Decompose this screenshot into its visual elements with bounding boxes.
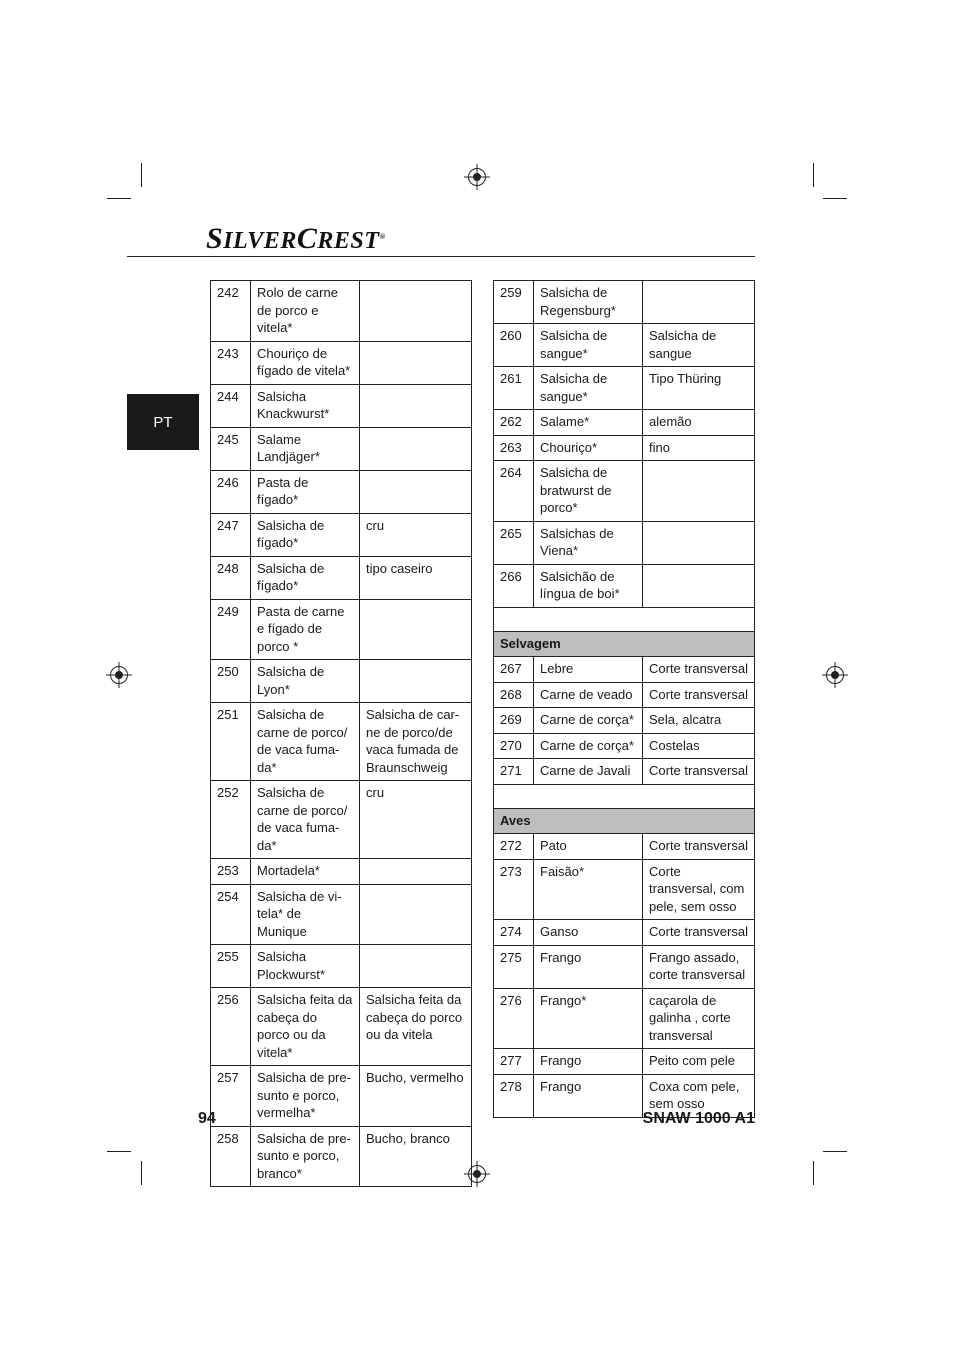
crop-mark bbox=[813, 1161, 814, 1185]
item-note: Frango assado, corte transversal bbox=[643, 945, 755, 988]
item-note bbox=[360, 384, 472, 427]
table-row bbox=[211, 884, 472, 945]
spacer-cell bbox=[494, 784, 755, 808]
item-number: 251 bbox=[211, 703, 251, 781]
item-note: tipo caseiro bbox=[360, 556, 472, 599]
item-number: 268 bbox=[494, 682, 534, 708]
item-name: Carne de veado bbox=[534, 682, 643, 708]
crop-mark bbox=[141, 1161, 142, 1185]
item-number: 252 bbox=[211, 781, 251, 859]
crop-mark bbox=[823, 198, 847, 199]
table-row bbox=[494, 367, 755, 410]
item-name: Salsicha de pre-sunto e porco, vermelha* bbox=[251, 1066, 360, 1127]
item-note bbox=[643, 564, 755, 607]
item-number: 245 bbox=[211, 427, 251, 470]
page-number: 94 bbox=[198, 1110, 216, 1127]
item-name: Lebre bbox=[534, 657, 643, 683]
table-row bbox=[494, 1049, 755, 1075]
item-name: Pato bbox=[534, 834, 643, 860]
item-number: 274 bbox=[494, 920, 534, 946]
table-row bbox=[494, 324, 755, 367]
item-number: 269 bbox=[494, 708, 534, 734]
item-note: Corte transversal bbox=[643, 657, 755, 683]
item-number: 248 bbox=[211, 556, 251, 599]
item-note: Costelas bbox=[643, 733, 755, 759]
item-number: 270 bbox=[494, 733, 534, 759]
food-table-right bbox=[493, 280, 755, 1118]
item-note bbox=[360, 599, 472, 660]
item-number: 276 bbox=[494, 988, 534, 1049]
item-name: Salsicha de carne de porco/ de vaca fuma-da* bbox=[251, 781, 360, 859]
item-number: 249 bbox=[211, 599, 251, 660]
item-note bbox=[360, 427, 472, 470]
item-number: 275 bbox=[494, 945, 534, 988]
item-note bbox=[360, 945, 472, 988]
crop-mark bbox=[813, 163, 814, 187]
item-note: Coxa com pele, sem osso bbox=[643, 1074, 755, 1117]
item-name: Salsicha de sangue* bbox=[534, 324, 643, 367]
crop-mark bbox=[141, 163, 142, 187]
item-name: Salame Landjäger* bbox=[251, 427, 360, 470]
table-row bbox=[211, 988, 472, 1066]
item-number: 255 bbox=[211, 945, 251, 988]
table-row bbox=[211, 513, 472, 556]
table-row bbox=[211, 470, 472, 513]
item-number: 266 bbox=[494, 564, 534, 607]
item-note: Corte transversal bbox=[643, 682, 755, 708]
item-name: Salsicha de fígado* bbox=[251, 556, 360, 599]
item-name: Pasta de fígado* bbox=[251, 470, 360, 513]
spacer-row bbox=[494, 784, 755, 808]
item-name: Salsicha feita da cabeça do porco ou da vitela* bbox=[251, 988, 360, 1066]
registration-mark-icon bbox=[826, 666, 844, 684]
item-note bbox=[643, 281, 755, 324]
silvercrest-logo: SILVERCREST® bbox=[206, 222, 386, 255]
item-name: Mortadela* bbox=[251, 859, 360, 885]
item-note bbox=[643, 461, 755, 522]
item-note: Corte transversal, com pele, sem osso bbox=[643, 859, 755, 920]
table-row bbox=[494, 920, 755, 946]
section-heading-wild: Selvagem bbox=[494, 631, 755, 657]
item-name: Carne de corça* bbox=[534, 708, 643, 734]
table-row bbox=[494, 988, 755, 1049]
item-note: Salsicha feita da cabeça do porco ou da vitela bbox=[360, 988, 472, 1066]
item-name: Salsicha Knackwurst* bbox=[251, 384, 360, 427]
table-row bbox=[494, 657, 755, 683]
spacer-row bbox=[494, 607, 755, 631]
food-table-left bbox=[210, 280, 472, 1187]
item-number: 242 bbox=[211, 281, 251, 342]
item-note: Salsicha de sangue bbox=[643, 324, 755, 367]
item-number: 260 bbox=[494, 324, 534, 367]
model-name: SNAW 1000 A1 bbox=[642, 1110, 755, 1127]
item-number: 246 bbox=[211, 470, 251, 513]
item-number: 265 bbox=[494, 521, 534, 564]
item-number: 272 bbox=[494, 834, 534, 860]
table-row bbox=[211, 945, 472, 988]
item-name: Salsicha de fígado* bbox=[251, 513, 360, 556]
item-name: Chouriço de fígado de vitela* bbox=[251, 341, 360, 384]
section-row bbox=[494, 808, 755, 834]
table-row bbox=[494, 733, 755, 759]
table-row bbox=[494, 281, 755, 324]
item-name: Carne de Javali bbox=[534, 759, 643, 785]
item-name: Salsicha Plockwurst* bbox=[251, 945, 360, 988]
item-number: 254 bbox=[211, 884, 251, 945]
registration-mark-icon bbox=[110, 666, 128, 684]
table-row bbox=[211, 859, 472, 885]
table-row bbox=[211, 781, 472, 859]
header-rule bbox=[127, 256, 755, 257]
item-note: caçarola de galinha , corte transversal bbox=[643, 988, 755, 1049]
item-note bbox=[643, 521, 755, 564]
item-number: 256 bbox=[211, 988, 251, 1066]
item-name: Salsicha de carne de porco/ de vaca fuma-da* bbox=[251, 703, 360, 781]
item-note bbox=[360, 859, 472, 885]
table-row bbox=[211, 281, 472, 342]
item-note: fino bbox=[643, 435, 755, 461]
item-note: cru bbox=[360, 513, 472, 556]
item-note: Corte transversal bbox=[643, 920, 755, 946]
crop-mark bbox=[823, 1151, 847, 1152]
item-note: Tipo Thüring bbox=[643, 367, 755, 410]
table-row bbox=[211, 384, 472, 427]
item-name: Ganso bbox=[534, 920, 643, 946]
item-name: Salsicha de bratwurst de porco* bbox=[534, 461, 643, 522]
item-note: Bucho, vermelho bbox=[360, 1066, 472, 1127]
item-name: Chouriço* bbox=[534, 435, 643, 461]
item-number: 262 bbox=[494, 410, 534, 436]
table-row bbox=[494, 708, 755, 734]
item-name: Frango bbox=[534, 1074, 643, 1117]
item-note bbox=[360, 281, 472, 342]
crop-mark bbox=[107, 198, 131, 199]
item-number: 243 bbox=[211, 341, 251, 384]
item-name: Frango* bbox=[534, 988, 643, 1049]
item-name: Frango bbox=[534, 1049, 643, 1075]
table-row bbox=[494, 521, 755, 564]
item-note bbox=[360, 470, 472, 513]
table-row bbox=[211, 703, 472, 781]
section-row bbox=[494, 631, 755, 657]
item-note bbox=[360, 341, 472, 384]
table-row bbox=[494, 410, 755, 436]
table-row bbox=[211, 427, 472, 470]
table-row bbox=[494, 859, 755, 920]
item-note: Bucho, branco bbox=[360, 1126, 472, 1187]
item-number: 263 bbox=[494, 435, 534, 461]
item-number: 264 bbox=[494, 461, 534, 522]
table-row bbox=[211, 341, 472, 384]
table-row bbox=[211, 1126, 472, 1187]
item-number: 253 bbox=[211, 859, 251, 885]
item-name: Rolo de carne de porco e vitela* bbox=[251, 281, 360, 342]
table-row bbox=[211, 556, 472, 599]
item-name: Salsicha de sangue* bbox=[534, 367, 643, 410]
table-row bbox=[494, 564, 755, 607]
language-tab: PT bbox=[127, 394, 199, 450]
item-name: Salsicha de Lyon* bbox=[251, 660, 360, 703]
item-note: alemão bbox=[643, 410, 755, 436]
table-row bbox=[494, 945, 755, 988]
table-row bbox=[211, 660, 472, 703]
table-row bbox=[494, 435, 755, 461]
item-number: 258 bbox=[211, 1126, 251, 1187]
item-name: Carne de corça* bbox=[534, 733, 643, 759]
table-row bbox=[494, 834, 755, 860]
item-number: 257 bbox=[211, 1066, 251, 1127]
item-number: 244 bbox=[211, 384, 251, 427]
item-number: 250 bbox=[211, 660, 251, 703]
table-row bbox=[494, 682, 755, 708]
item-name: Salame* bbox=[534, 410, 643, 436]
item-name: Salsicha de vi-tela* de Munique bbox=[251, 884, 360, 945]
table-row bbox=[494, 759, 755, 785]
item-name: Salsicha de pre-sunto e porco, branco* bbox=[251, 1126, 360, 1187]
item-name: Pasta de carne e fígado de porco * bbox=[251, 599, 360, 660]
item-number: 278 bbox=[494, 1074, 534, 1117]
item-number: 277 bbox=[494, 1049, 534, 1075]
item-name: Frango bbox=[534, 945, 643, 988]
item-note bbox=[360, 884, 472, 945]
table-row bbox=[211, 1066, 472, 1127]
item-note: Salsicha de car-ne de porco/de vaca fumada de Braunschweig bbox=[360, 703, 472, 781]
section-heading-poultry: Aves bbox=[494, 808, 755, 834]
item-number: 247 bbox=[211, 513, 251, 556]
item-number: 267 bbox=[494, 657, 534, 683]
item-number: 273 bbox=[494, 859, 534, 920]
item-note: Corte transversal bbox=[643, 759, 755, 785]
item-name: Salsichão de língua de boi* bbox=[534, 564, 643, 607]
item-name: Faisão* bbox=[534, 859, 643, 920]
item-number: 261 bbox=[494, 367, 534, 410]
item-name: Salsichas de Viena* bbox=[534, 521, 643, 564]
item-note bbox=[360, 660, 472, 703]
table-row bbox=[211, 599, 472, 660]
crop-mark bbox=[107, 1151, 131, 1152]
item-note: Sela, alcatra bbox=[643, 708, 755, 734]
item-number: 271 bbox=[494, 759, 534, 785]
item-note: Corte transversal bbox=[643, 834, 755, 860]
table-row bbox=[494, 461, 755, 522]
item-number: 259 bbox=[494, 281, 534, 324]
spacer-cell bbox=[494, 607, 755, 631]
item-note: cru bbox=[360, 781, 472, 859]
registration-mark-icon bbox=[468, 168, 486, 186]
item-note: Peito com pele bbox=[643, 1049, 755, 1075]
item-name: Salsicha de Regensburg* bbox=[534, 281, 643, 324]
